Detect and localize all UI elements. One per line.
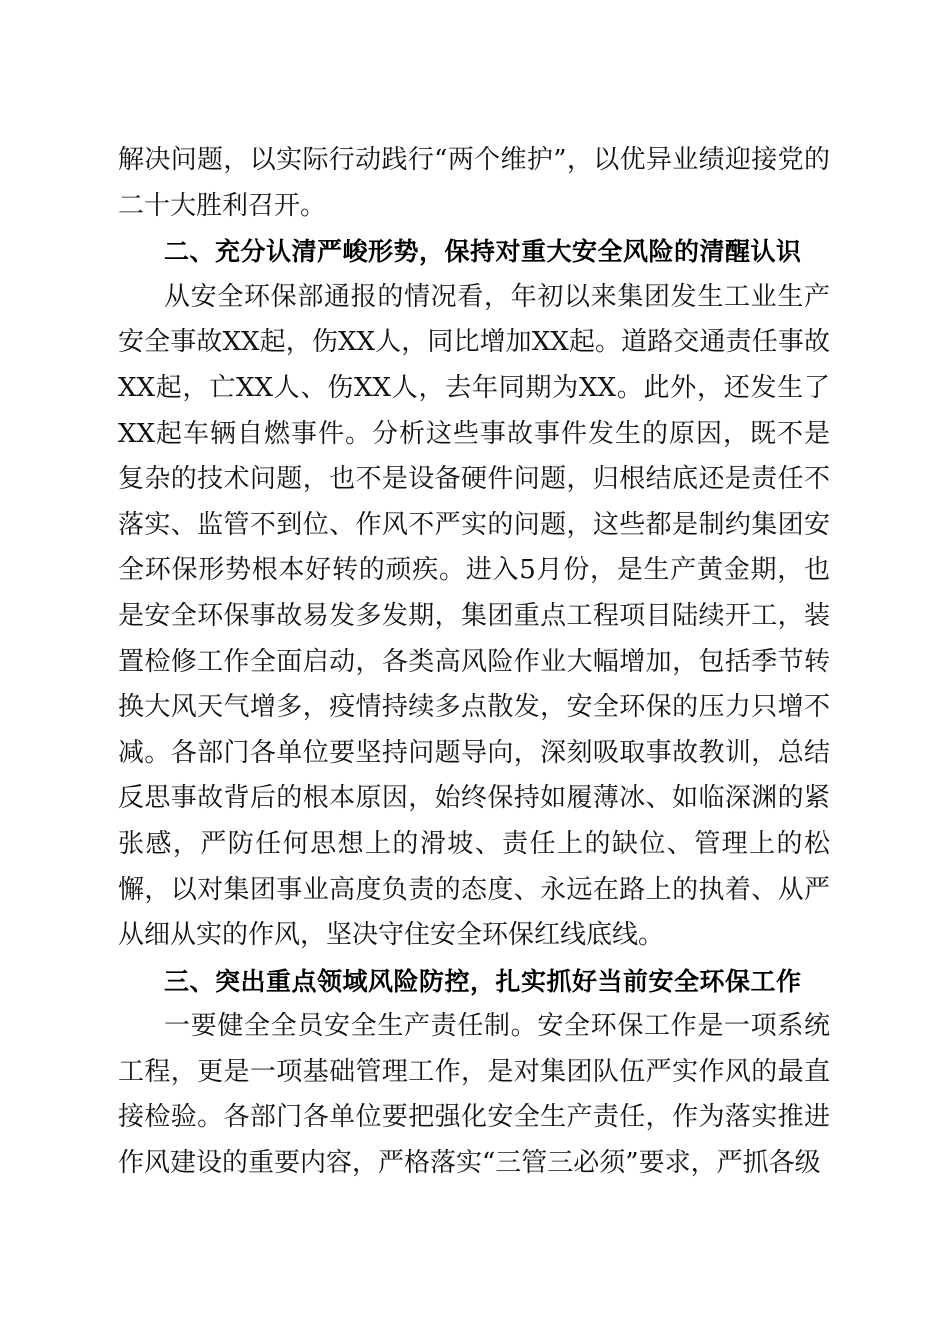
paragraph-section-2: 从安全环保部通报的情况看，年初以来集团发生工业生产安全事故XX起，伤XX人，同比增加XX起。道路交通责任事故XX起，亡XX人、伤XX人，去年同期为XX。此外，还发生了XX起车辆自燃事件。分析这些事故事件发生的原因，既不是复杂的技术问题，也不是设备硬件问题，归根结底还是责任不落实、监管不到位、作风不严实的问题，这些都是制约集团安全环保形势根本好转的顽疾。进入5月份，是生产黄金期，也是安全环保事故易发多发期，集团重点工程项目陆续开工，装置检修工作全面启动，各类高风险作业大幅增加，包括季节转换大风天气增多，疫情持续多点散发，安全环保的压力只增不减。各部门各单位要坚持问题导向，深刻吸取事故教训，总结反思事故背后的根本原因，始终保持如履薄冰、如临深渊的紧张感，严防任何思想上的滑坡、责任上的缺位、管理上的松懈，以对集团事业高度负责的态度、永远在路上的执着、从严从细从实的作风，坚决守住安全环保红线底线。	[118, 281, 830, 951]
section-heading-2: 二、充分认清严峻形势，保持对重大安全风险的清醒认识	[164, 237, 802, 267]
paragraph-continuation: 解决问题，以实际行动践行“两个维护”，以优异业绩迎接党的二十大胜利召开。	[118, 145, 830, 221]
section-heading-3: 三、突出重点领域风险防控，扎实抓好当前安全环保工作	[164, 966, 802, 996]
paragraph-section-3: 一要健全全员安全生产责任制。安全环保工作是一项系统工程，更是一项基础管理工作，是对集团队伍严实作风的最直接检验。各部门各单位要把强化安全生产责任，作为落实推进作风建设的重要内容，严格落实“三管三必须”要求，严抓各级	[118, 1011, 830, 1179]
document-body	[118, 138, 830, 1187]
